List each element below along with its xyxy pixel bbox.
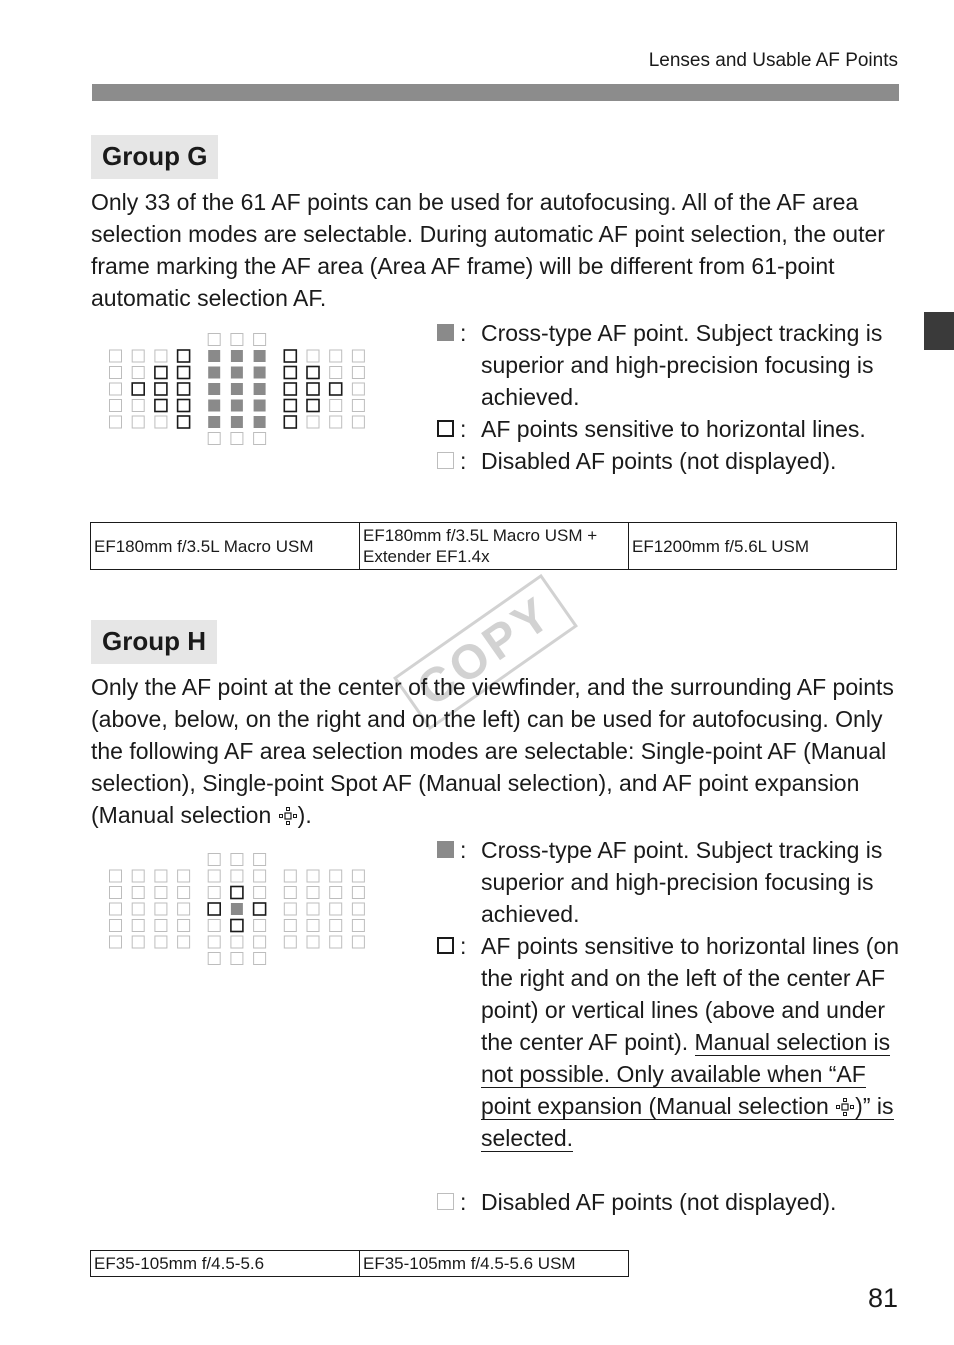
af-point-disabled [330,350,342,362]
af-point-cross [254,367,266,379]
group-g-heading: Group G [91,135,218,179]
af-point-disabled [284,903,296,915]
af-point-cross [254,416,266,428]
af-point-horizontal [155,367,167,379]
af-point-disabled [254,887,266,899]
af-point-disabled [208,854,220,866]
af-point-disabled [254,854,266,866]
af-point-disabled [231,854,243,866]
af-point-disabled [110,383,122,395]
af-point-horizontal [208,903,220,915]
legend-text-block [481,930,907,1154]
af-point-horizontal [284,350,296,362]
af-point-disabled [254,936,266,948]
af-point-cross [231,416,243,428]
group-h-description-end: ). [297,802,312,828]
af-point-disabled [155,350,167,362]
lens-cell: EF1200mm f/5.6L USM [629,523,897,570]
af-point-horizontal [155,383,167,395]
lens-cell: EF35-105mm f/4.5-5.6 USM [360,1251,629,1277]
af-point-disabled [155,920,167,932]
af-point-disabled [307,903,319,915]
af-point-disabled [132,416,144,428]
header-bar [92,84,899,101]
af-point-disabled [254,334,266,346]
disabled-square-icon [437,1193,454,1210]
af-point-disabled [155,936,167,948]
af-point-disabled [352,416,364,428]
af-point-disabled [208,334,220,346]
af-point-horizontal [231,920,243,932]
af-point-disabled [307,920,319,932]
af-point-disabled [110,870,122,882]
group-g-description: Only 33 of the 61 AF points can be used for autofocusing. All of the AF area selection modes are selectable. During automatic AF point selection, the outer frame marking the AF area (Area AF frame) will be different from 61-point automatic selection AF. [91,189,885,311]
af-point-disabled [208,920,220,932]
af-point-disabled [208,936,220,948]
af-point-horizontal [178,350,190,362]
horizontal-square-icon [437,420,454,437]
af-point-disabled [132,936,144,948]
af-point-disabled [110,903,122,915]
af-point-disabled [330,870,342,882]
af-point-disabled [110,350,122,362]
af-point-disabled [254,953,266,965]
af-point-disabled [231,334,243,346]
af-point-disabled [208,433,220,445]
group-h-description-block [91,671,901,831]
page-header-title: Lenses and Usable AF Points [648,50,898,71]
cross-type-square-icon [437,324,454,341]
legend-text: Cross-type AF point. Subject tracking is superior and high-precision focusing is achieved. [481,320,883,410]
af-point-horizontal [178,383,190,395]
group-g-legend-horizontal: : AF points sensitive to horizontal lines. [437,413,907,445]
cross-type-square-icon [437,841,454,858]
af-point-disabled [155,903,167,915]
af-point-disabled [110,416,122,428]
af-point-disabled [132,400,144,412]
af-point-disabled [231,870,243,882]
af-point-cross [231,903,243,915]
lens-cell: EF180mm f/3.5L Macro USM [91,523,360,570]
af-point-horizontal [132,383,144,395]
af-point-disabled [307,416,319,428]
af-point-disabled [307,887,319,899]
group-g-af-diagram [108,332,370,454]
af-point-horizontal [307,383,319,395]
af-point-disabled [330,903,342,915]
lens-cell: EF180mm f/3.5L Macro USM + Extender EF1.4x [360,523,629,570]
af-point-disabled [284,936,296,948]
af-point-horizontal [284,367,296,379]
af-point-disabled [178,920,190,932]
legend-text: AF points sensitive to horizontal lines (on the right and on the left of the center AF point) or vertical lines (above and under the center AF point). [481,933,900,1055]
af-point-disabled [132,920,144,932]
horizontal-square-icon [437,937,454,954]
af-point-disabled [155,870,167,882]
af-point-disabled [330,920,342,932]
af-point-disabled [307,870,319,882]
group-h-lens-table [90,1250,629,1277]
af-point-horizontal [178,367,190,379]
legend-note-end: )” is selected. [481,1093,894,1151]
af-point-disabled [254,433,266,445]
af-point-cross [208,383,220,395]
af-point-horizontal [307,400,319,412]
af-point-disabled [352,367,364,379]
legend-note-text: Manual selection is not possible. Only available when “AF point expansion (Manual selection [481,1029,891,1119]
af-point-disabled [352,383,364,395]
af-point-disabled [284,870,296,882]
af-point-cross [231,383,243,395]
af-point-disabled [352,936,364,948]
af-point-cross [254,350,266,362]
af-point-cross [208,416,220,428]
af-point-horizontal [284,383,296,395]
af-point-horizontal [307,367,319,379]
af-point-disabled [330,367,342,379]
af-point-cross [208,350,220,362]
legend-text: Cross-type AF point. Subject tracking is superior and high-precision focusing is achieved. [481,837,883,927]
af-point-cross [254,383,266,395]
group-h-af-diagram [108,852,370,974]
af-point-disabled [110,936,122,948]
af-point-disabled [352,920,364,932]
disabled-square-icon [437,452,454,469]
af-point-horizontal [178,400,190,412]
af-point-cross [231,400,243,412]
legend-text: Disabled AF points (not displayed). [481,448,837,474]
lens-cell: EF35-105mm f/4.5-5.6 [91,1251,360,1277]
af-point-disabled [284,920,296,932]
af-point-disabled [178,936,190,948]
af-point-disabled [178,870,190,882]
af-point-disabled [208,870,220,882]
af-point-disabled [231,953,243,965]
af-point-horizontal [330,383,342,395]
af-point-disabled [330,936,342,948]
af-point-disabled [110,887,122,899]
legend-text: Disabled AF points (not displayed). [481,1189,837,1215]
group-h-heading: Group H [91,620,217,664]
group-h-description: Only the AF point at the center of the viewfinder, and the surrounding AF points (above, below, on the right and on the left) can be used for autofocusing. Only the following AF area selection modes are selectable: Single-point AF (Manual selection), Single-point Spot AF (Manual selection), and AF point expansion (Manual selection [91,674,894,828]
af-point-disabled [284,887,296,899]
af-point-disabled [352,903,364,915]
af-point-horizontal [254,903,266,915]
af-point-grid-g [108,332,370,454]
af-point-disabled [330,887,342,899]
af-point-disabled [231,936,243,948]
af-expansion-icon [278,807,298,825]
af-point-disabled [208,953,220,965]
af-point-cross [231,367,243,379]
af-point-horizontal [231,887,243,899]
af-point-disabled [352,870,364,882]
af-point-disabled [132,903,144,915]
af-point-disabled [254,920,266,932]
af-point-horizontal [155,400,167,412]
group-g-lens-table [90,522,897,570]
af-point-disabled [155,887,167,899]
af-point-disabled [132,350,144,362]
af-expansion-icon [835,1098,855,1116]
af-point-cross [208,367,220,379]
af-point-disabled [231,433,243,445]
af-point-grid-h [108,852,370,974]
group-h-legend-disabled: : Disabled AF points (not displayed). [437,1186,907,1218]
af-point-cross [254,400,266,412]
group-g-legend-cross: : Cross-type AF point. Subject tracking is superior and high-precision focusing is achieved. [437,317,907,413]
af-point-disabled [132,887,144,899]
af-point-disabled [352,887,364,899]
af-point-disabled [352,350,364,362]
af-point-disabled [110,920,122,932]
legend-text: AF points sensitive to horizontal lines. [481,416,866,442]
af-point-disabled [155,416,167,428]
af-point-horizontal [284,416,296,428]
af-point-disabled [330,416,342,428]
copy-watermark: COPY [393,574,578,730]
af-point-horizontal [178,416,190,428]
af-point-disabled [208,887,220,899]
af-point-disabled [110,367,122,379]
af-point-disabled [178,887,190,899]
page-number: 81 [867,1283,898,1313]
group-h-legend-cross: : Cross-type AF point. Subject tracking is superior and high-precision focusing is achieved. [437,834,907,930]
af-point-disabled [132,870,144,882]
af-point-disabled [178,903,190,915]
af-point-disabled [307,350,319,362]
af-point-disabled [254,870,266,882]
chapter-tab [924,312,954,350]
af-point-disabled [110,400,122,412]
af-point-disabled [307,936,319,948]
af-point-cross [231,350,243,362]
af-point-disabled [330,400,342,412]
group-h-legend-horizontal: : AF points sensitive to horizontal lines (on the right and on the left of the center AF point) or vertical lines (above and under the center AF point). Manual selection is not possible. Only available when “AF point expansion (Manual selection )” is selected. [437,930,907,1154]
af-point-disabled [352,400,364,412]
group-g-legend-disabled: : Disabled AF points (not displayed). [437,445,907,477]
af-point-cross [208,400,220,412]
af-point-disabled [132,367,144,379]
af-point-horizontal [284,400,296,412]
